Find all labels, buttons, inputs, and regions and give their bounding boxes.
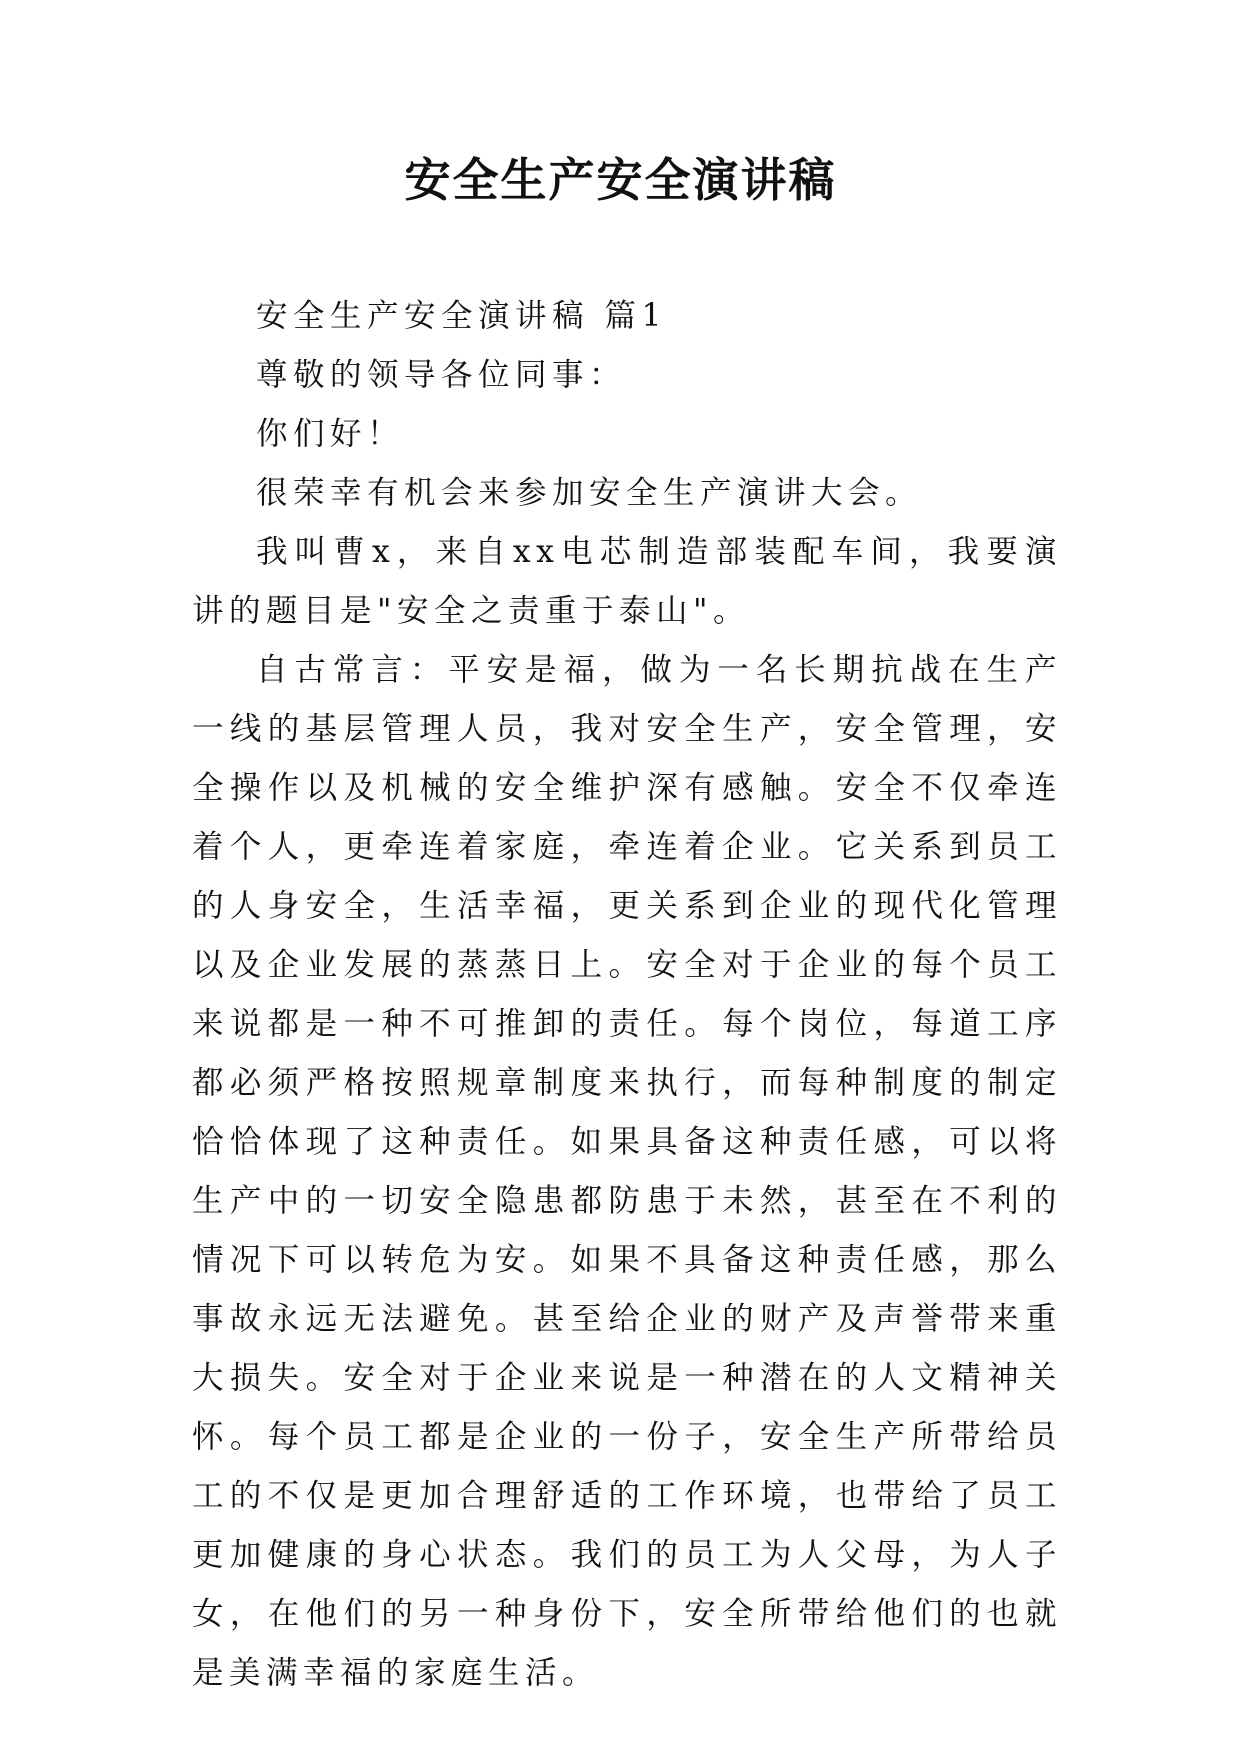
paragraph-main: 自古常言：平安是福，做为一名长期抗战在生产一线的基层管理人员，我对安全生产，安全管理，安全操作以及机械的安全维护深有感触。安全不仅牵连着个人，更牵连着家庭，牵连着企业。它关系到员工的人身安全，生活幸福，更关系到企业的现代化管理以及企业发展的蒸蒸日上。安全对于企业的每个员工来说都是一种不可推卸的责任。每个岗位，每道工序都必须严格按照规章制度来执行，而每种制度的制定恰恰体现了这种责任。如果具备这种责任感，可以将生产中的一切安全隐患都防患于未然，甚至在不利的情况下可以转危为安。如果不具备这种责任感，那么事故永远无法避免。甚至给企业的财产及声誉带来重大损失。安全对于企业来说是一种潜在的人文精神关怀。每个员工都是企业的一份子，安全生产所带给员工的不仅是更加合理舒适的工作环境，也带给了员工更加健康的身心状态。我们的员工为人父母，为人子女，在他们的另一种身份下，安全所带给他们的也就是美满幸福的家庭生活。 — [192, 652, 1062, 1691]
document-title: 安全生产安全演讲稿 — [404, 153, 837, 207]
paragraph-intro: 很荣幸有机会来参加安全生产演讲大会。 — [256, 475, 923, 511]
section-heading: 安全生产安全演讲稿 篇1 — [256, 298, 668, 334]
greeting: 你们好！ — [256, 416, 405, 452]
document-body — [192, 287, 1062, 1703]
paragraph-self-introduction: 我叫曹x，来自xx电芯制造部装配车间，我要演讲的题目是"安全之责重于泰山"。 — [192, 534, 1062, 629]
salutation: 尊敬的领导各位同事： — [256, 357, 627, 393]
